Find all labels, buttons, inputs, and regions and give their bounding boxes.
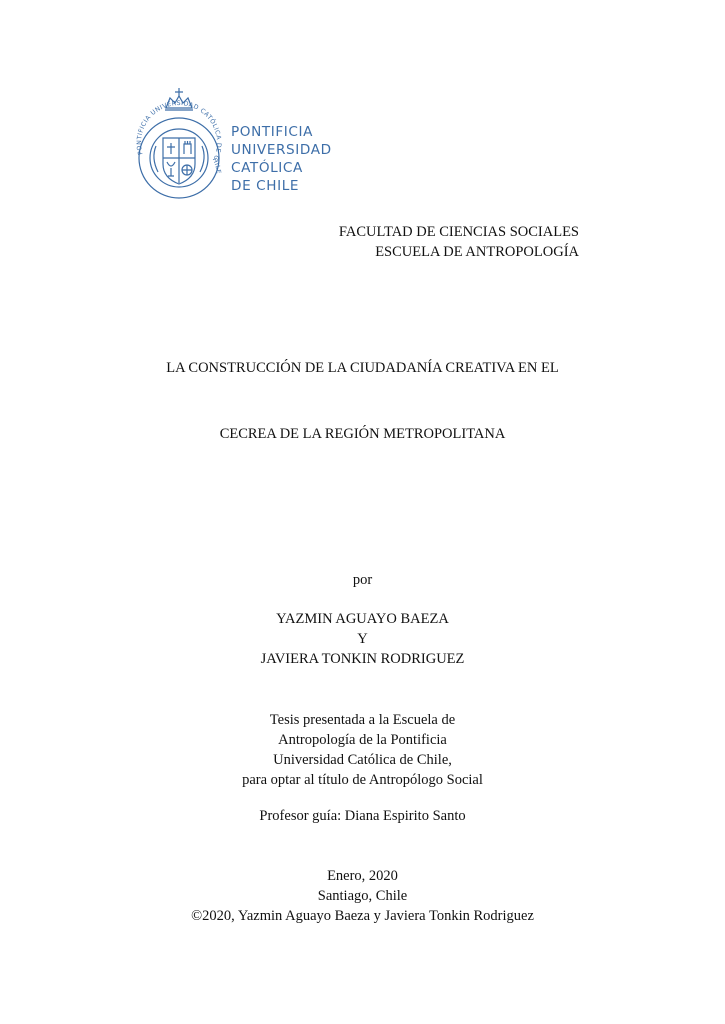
thesis-statement xyxy=(0,710,725,790)
author-1: YAZMIN AGUAYO BAEZA xyxy=(276,611,449,627)
faculty-header xyxy=(339,222,579,262)
byline: por xyxy=(352,572,373,588)
date: Enero, 2020 xyxy=(327,868,398,884)
thesis-title-line-2: CECREA DE LA REGIÓN METROPOLITANA xyxy=(219,426,506,442)
logo-line-1: PONTIFICIA xyxy=(231,124,314,140)
school-name: ESCUELA DE ANTROPOLOGÍA xyxy=(375,244,579,260)
logo-line-3: CATÓLICA xyxy=(231,160,303,176)
authors xyxy=(0,609,725,669)
thesis-statement-line: Universidad Católica de Chile, xyxy=(273,752,452,768)
university-logo xyxy=(136,86,346,202)
thesis-statement-line: para optar al título de Antropólogo Social xyxy=(242,772,483,788)
faculty-name: FACULTAD DE CIENCIAS SOCIALES xyxy=(338,224,579,240)
thesis-statement-line: Antropología de la Pontificia xyxy=(278,732,447,748)
copyright: ©2020, Yazmin Aguayo Baeza y Javiera Tonkin Rodriguez xyxy=(191,908,534,924)
thesis-title-line-1: LA CONSTRUCCIÓN DE LA CIUDADANÍA CREATIVA EN EL xyxy=(166,360,559,376)
thesis-statement-line: Tesis presentada a la Escuela de xyxy=(269,712,456,728)
svg-text:PONTIFICIA UNIVERSIDAD CATÓLIC: PONTIFICIA UNIVERSIDAD CATÓLICA DE CHILE xyxy=(136,100,222,175)
logo-line-4: DE CHILE xyxy=(231,178,300,194)
advisor: Profesor guía: Diana Espirito Santo xyxy=(259,808,466,824)
author-conjunction: Y xyxy=(357,631,368,647)
logo-line-2: UNIVERSIDAD xyxy=(231,142,332,158)
university-seal-icon xyxy=(136,86,222,200)
author-2: JAVIERA TONKIN RODRIGUEZ xyxy=(260,651,465,667)
university-name xyxy=(231,123,332,195)
place: Santiago, Chile xyxy=(317,888,408,904)
footer xyxy=(0,866,725,926)
